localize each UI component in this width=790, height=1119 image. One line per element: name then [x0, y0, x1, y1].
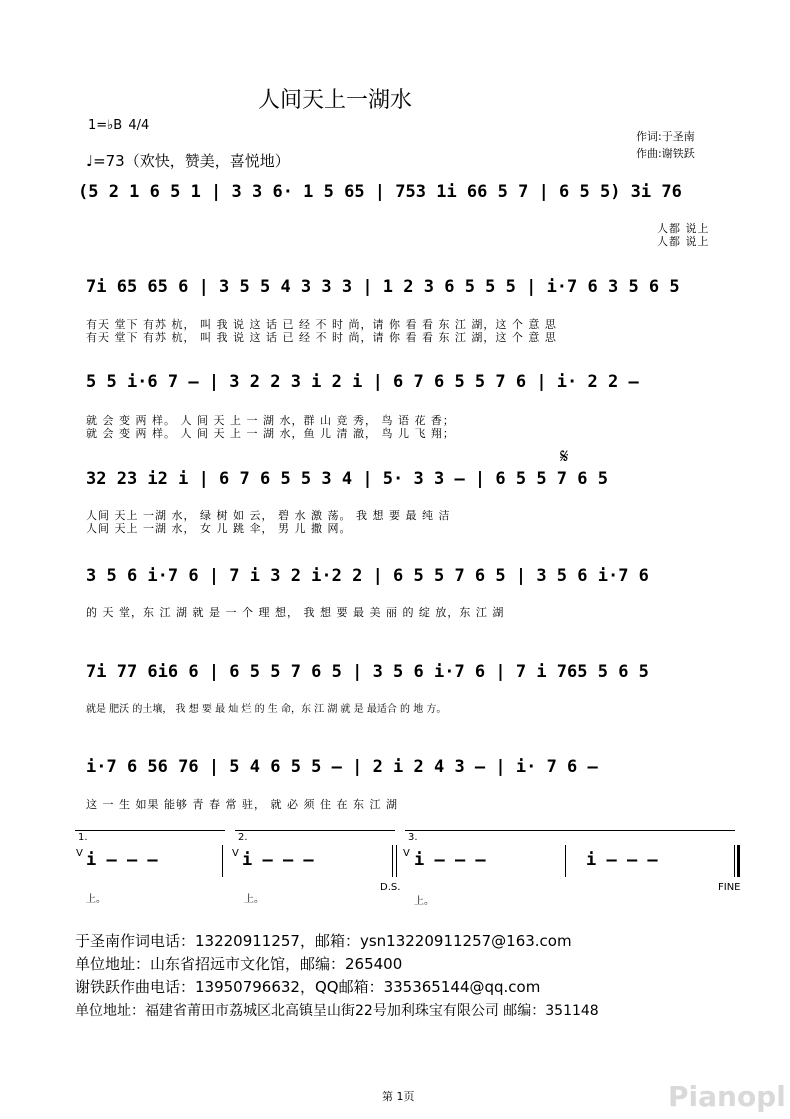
repeat-barline-2: [392, 845, 393, 877]
contact-lyricist-address: 单位地址：山东省招远市文化馆，邮编：265400: [75, 955, 403, 973]
lyric-row-5: 的 天 堂，东 江 湖 就 是 一 个 理 想， 我 想 要 最 美 丽 的 绽 放，东 江 湖: [86, 606, 505, 619]
tempo-marking: ♩=73（欢快，赞美，喜悦地）: [86, 152, 290, 170]
ending-3-lyric: 上。: [414, 896, 434, 907]
page-number: 第 1页: [382, 1090, 415, 1103]
barline-3: [565, 845, 566, 877]
segno-sign: 𝄋: [560, 444, 569, 468]
notation-row-3: 5 5 i·6 7 – | 3 2 2 3 i 2 i | 6 7 6 5 5 7 6 | i· 2 2 –: [86, 372, 639, 392]
ending-2-notes: i – – –: [242, 850, 314, 870]
lyric-row-1-verse-1: 人都 说上: [657, 222, 710, 235]
key-label: 1=♭B: [88, 118, 123, 133]
ending-1-notes: i – – –: [86, 850, 158, 870]
lyric-row-3-verse-1: 就 会 变 两 样。 人 间 天 上 一 湖 水，群 山 竞 秀， 鸟 语 花 香；: [86, 414, 455, 427]
notation-row-2: 7i 65 65 6 | 3 5 5 4 3 3 3 | 1 2 3 6 5 5 5 | i·7 6 3 5 6 5: [86, 277, 680, 297]
key-signature: [88, 118, 149, 133]
contact-composer-phone: 谢铁跃作曲电话：13950796632，QQ邮箱：335365144@qq.com: [75, 978, 541, 996]
lyric-row-7: 这 一 生 如果 能够 青 春 常 驻， 就 必 须 住 在 东 江 湖: [86, 798, 398, 811]
lyric-row-6: 就是 肥沃 的土壤， 我 想 要 最 灿 烂 的 生 命，东 江 湖 就 是 最适合 的 地 方。: [86, 704, 447, 715]
breath-mark-2: V: [232, 848, 239, 859]
lyric-row-1-verse-2: 人都 说上: [657, 235, 710, 248]
fine-marking: FINE: [718, 882, 741, 893]
song-title: 人间天上一湖水: [258, 88, 413, 113]
lyricist-credit: 作词:于圣南: [636, 130, 695, 143]
notation-row-5: 3 5 6 i·7 6 | 7 i 3 2 i·2 2 | 6 5 5 7 6 5 | 3 5 6 i·7 6: [86, 566, 649, 586]
notation-row-6: 7i 77 6i6 6 | 6 5 5 7 6 5 | 3 5 6 i·7 6 | 7 i 765 5 6 5: [86, 662, 649, 682]
composer-credit: 作曲:谢铁跃: [636, 147, 695, 160]
notation-row-7: i·7 6 56 76 | 5 4 6 5 5 – | 2 i 2 4 3 – | i· 7 6 –: [86, 757, 598, 777]
ending-3-notes-b: i – – –: [586, 850, 658, 870]
notation-row-4: 32 23 i2 i | 6 7 6 5 5 3 4 | 5· 3 3 – | 6 5 5 7 6 5: [86, 469, 608, 489]
ending-1-bracket: [75, 830, 225, 831]
ending-2-label: 2.: [238, 832, 248, 843]
notation-row-1: (5 2 1 6 5 1 | 3 3 6· 1 5 65 | 753 1i 66 5 7 | 6 5 5) 3i 76: [78, 182, 682, 202]
dal-segno: D.S.: [380, 882, 401, 893]
ending-2-bracket: [235, 830, 395, 831]
ending-2-lyric: 上。: [244, 894, 264, 905]
repeat-barline-2b: [396, 845, 397, 877]
watermark: Pianopl: [668, 1080, 786, 1113]
ending-1-label: 1.: [78, 832, 88, 843]
lyric-row-2-verse-2: 有天 堂下 有苏 杭， 叫 我 说 这 话 已 经 不 时 尚，请 你 看 看 东 江 湖，这 个 意 思: [86, 331, 557, 344]
breath-mark-3: V: [403, 848, 410, 859]
final-barline-thick: [737, 845, 740, 877]
lyric-row-2-verse-1: 有天 堂下 有苏 杭， 叫 我 说 这 话 已 经 不 时 尚，请 你 看 看 东 江 湖，这 个 意 思: [86, 318, 557, 331]
ending-3-bracket: [405, 830, 735, 831]
ending-1-lyric: 上。: [86, 894, 106, 905]
lyric-row-4-verse-1: 人间 天上 一湖 水， 绿 树 如 云， 碧 水 激 荡。 我 想 要 最 纯 洁: [86, 509, 451, 522]
ending-3-label: 3.: [408, 832, 418, 843]
contact-lyricist-phone: 于圣南作词电话：13220911257，邮箱：ysn13220911257@163.com: [75, 932, 572, 950]
contact-composer-address: 单位地址：福建省莆田市荔城区北高镇呈山街22号加利珠宝有限公司 邮编：351148: [75, 1003, 599, 1019]
time-signature: 4/4: [128, 118, 150, 133]
repeat-barline-1: [222, 845, 223, 877]
breath-mark-1: V: [76, 848, 83, 859]
lyric-row-4-verse-2: 人间 天上 一湖 水， 女 儿 跳 伞， 男 儿 撒 网。: [86, 522, 352, 535]
lyric-row-3-verse-2: 就 会 变 两 样。 人 间 天 上 一 湖 水，鱼 儿 清 澈， 鸟 儿 飞 翔；: [86, 427, 455, 440]
ending-3-notes: i – – –: [414, 850, 486, 870]
final-barline-thin: [734, 845, 735, 877]
